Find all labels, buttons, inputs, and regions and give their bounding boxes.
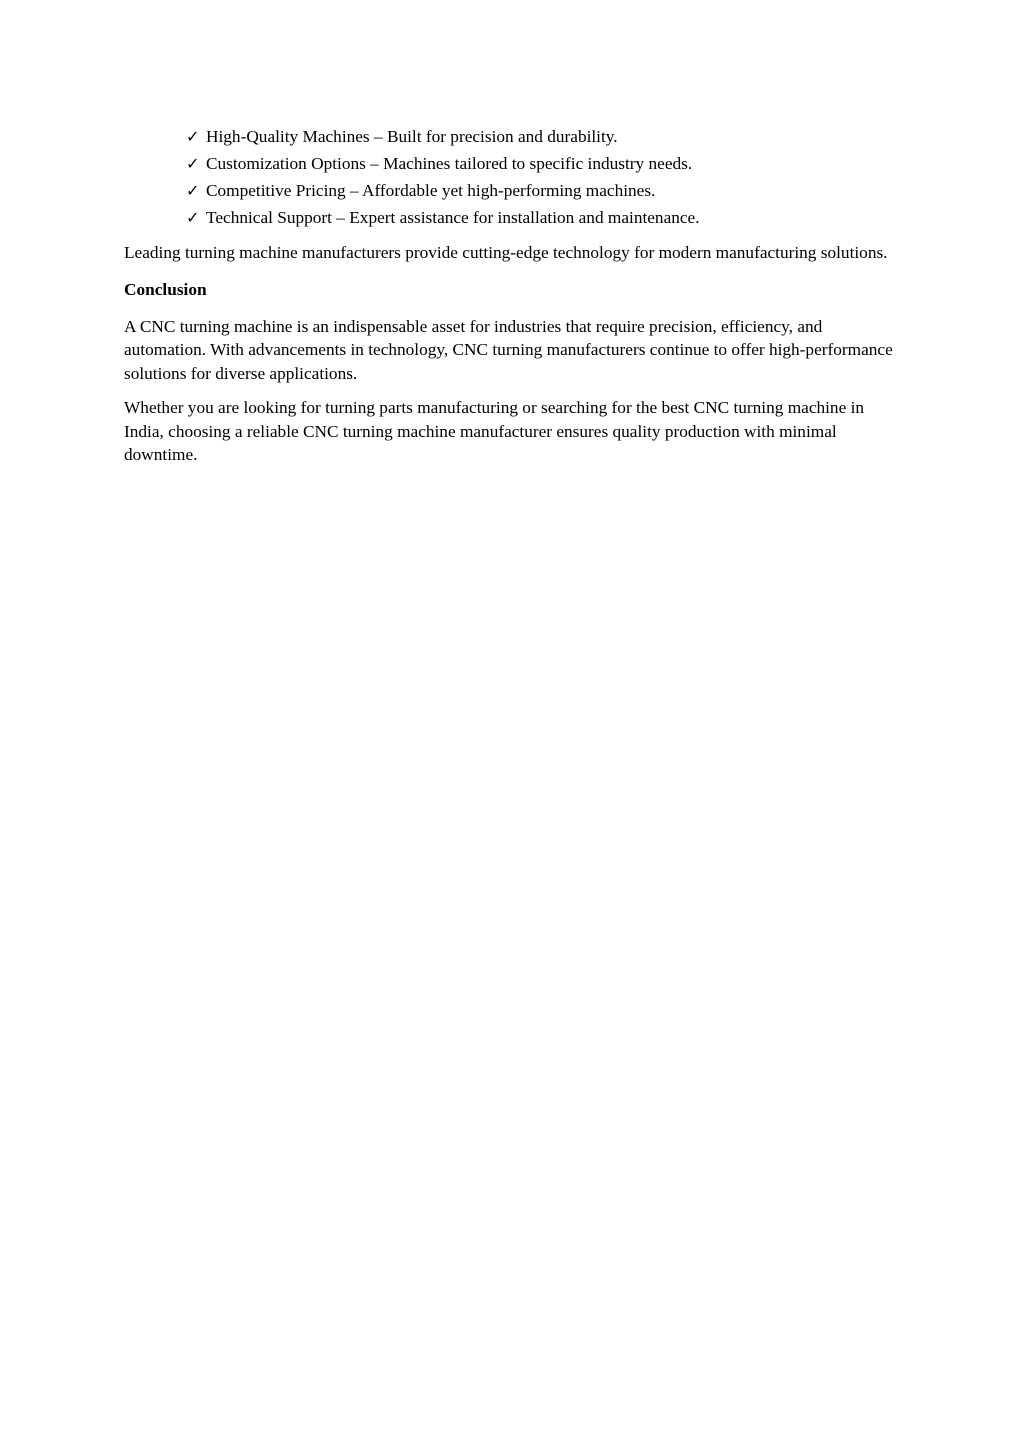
checklist-item-text: Customization Options – Machines tailored to specific industry needs.: [206, 154, 693, 173]
checklist-item-text: Technical Support – Expert assistance for installation and maintenance.: [206, 208, 700, 227]
checklist-item: [186, 206, 894, 230]
document-body: [124, 125, 894, 467]
checklist-item-text: High-Quality Machines – Built for precision and durability.: [206, 127, 618, 146]
feature-checklist: [186, 125, 894, 230]
intro-paragraph: Leading turning machine manufacturers provide cutting-edge technology for modern manufacturing solutions.: [124, 242, 888, 262]
conclusion-paragraph: A CNC turning machine is an indispensable asset for industries that require precision, efficiency, and automation. With advancements in technology, CNC turning manufacturers continue to offer high-performance solutions for diverse applications.: [124, 316, 893, 383]
checkmark-icon: ✓: [186, 127, 200, 146]
checklist-item: [186, 152, 894, 176]
conclusion-heading: Conclusion: [124, 280, 207, 299]
checkmark-icon: ✓: [186, 208, 200, 227]
checklist-item: [186, 179, 894, 203]
checkmark-icon: ✓: [186, 154, 200, 173]
checklist-item-text: Competitive Pricing – Affordable yet high-performing machines.: [206, 181, 656, 200]
checklist-item: [186, 125, 894, 149]
conclusion-paragraph: Whether you are looking for turning parts manufacturing or searching for the best CNC turning machine in India, choosing a reliable CNC turning machine manufacturer ensures quality production with minimal downtime.: [124, 398, 865, 464]
checkmark-icon: ✓: [186, 181, 200, 200]
